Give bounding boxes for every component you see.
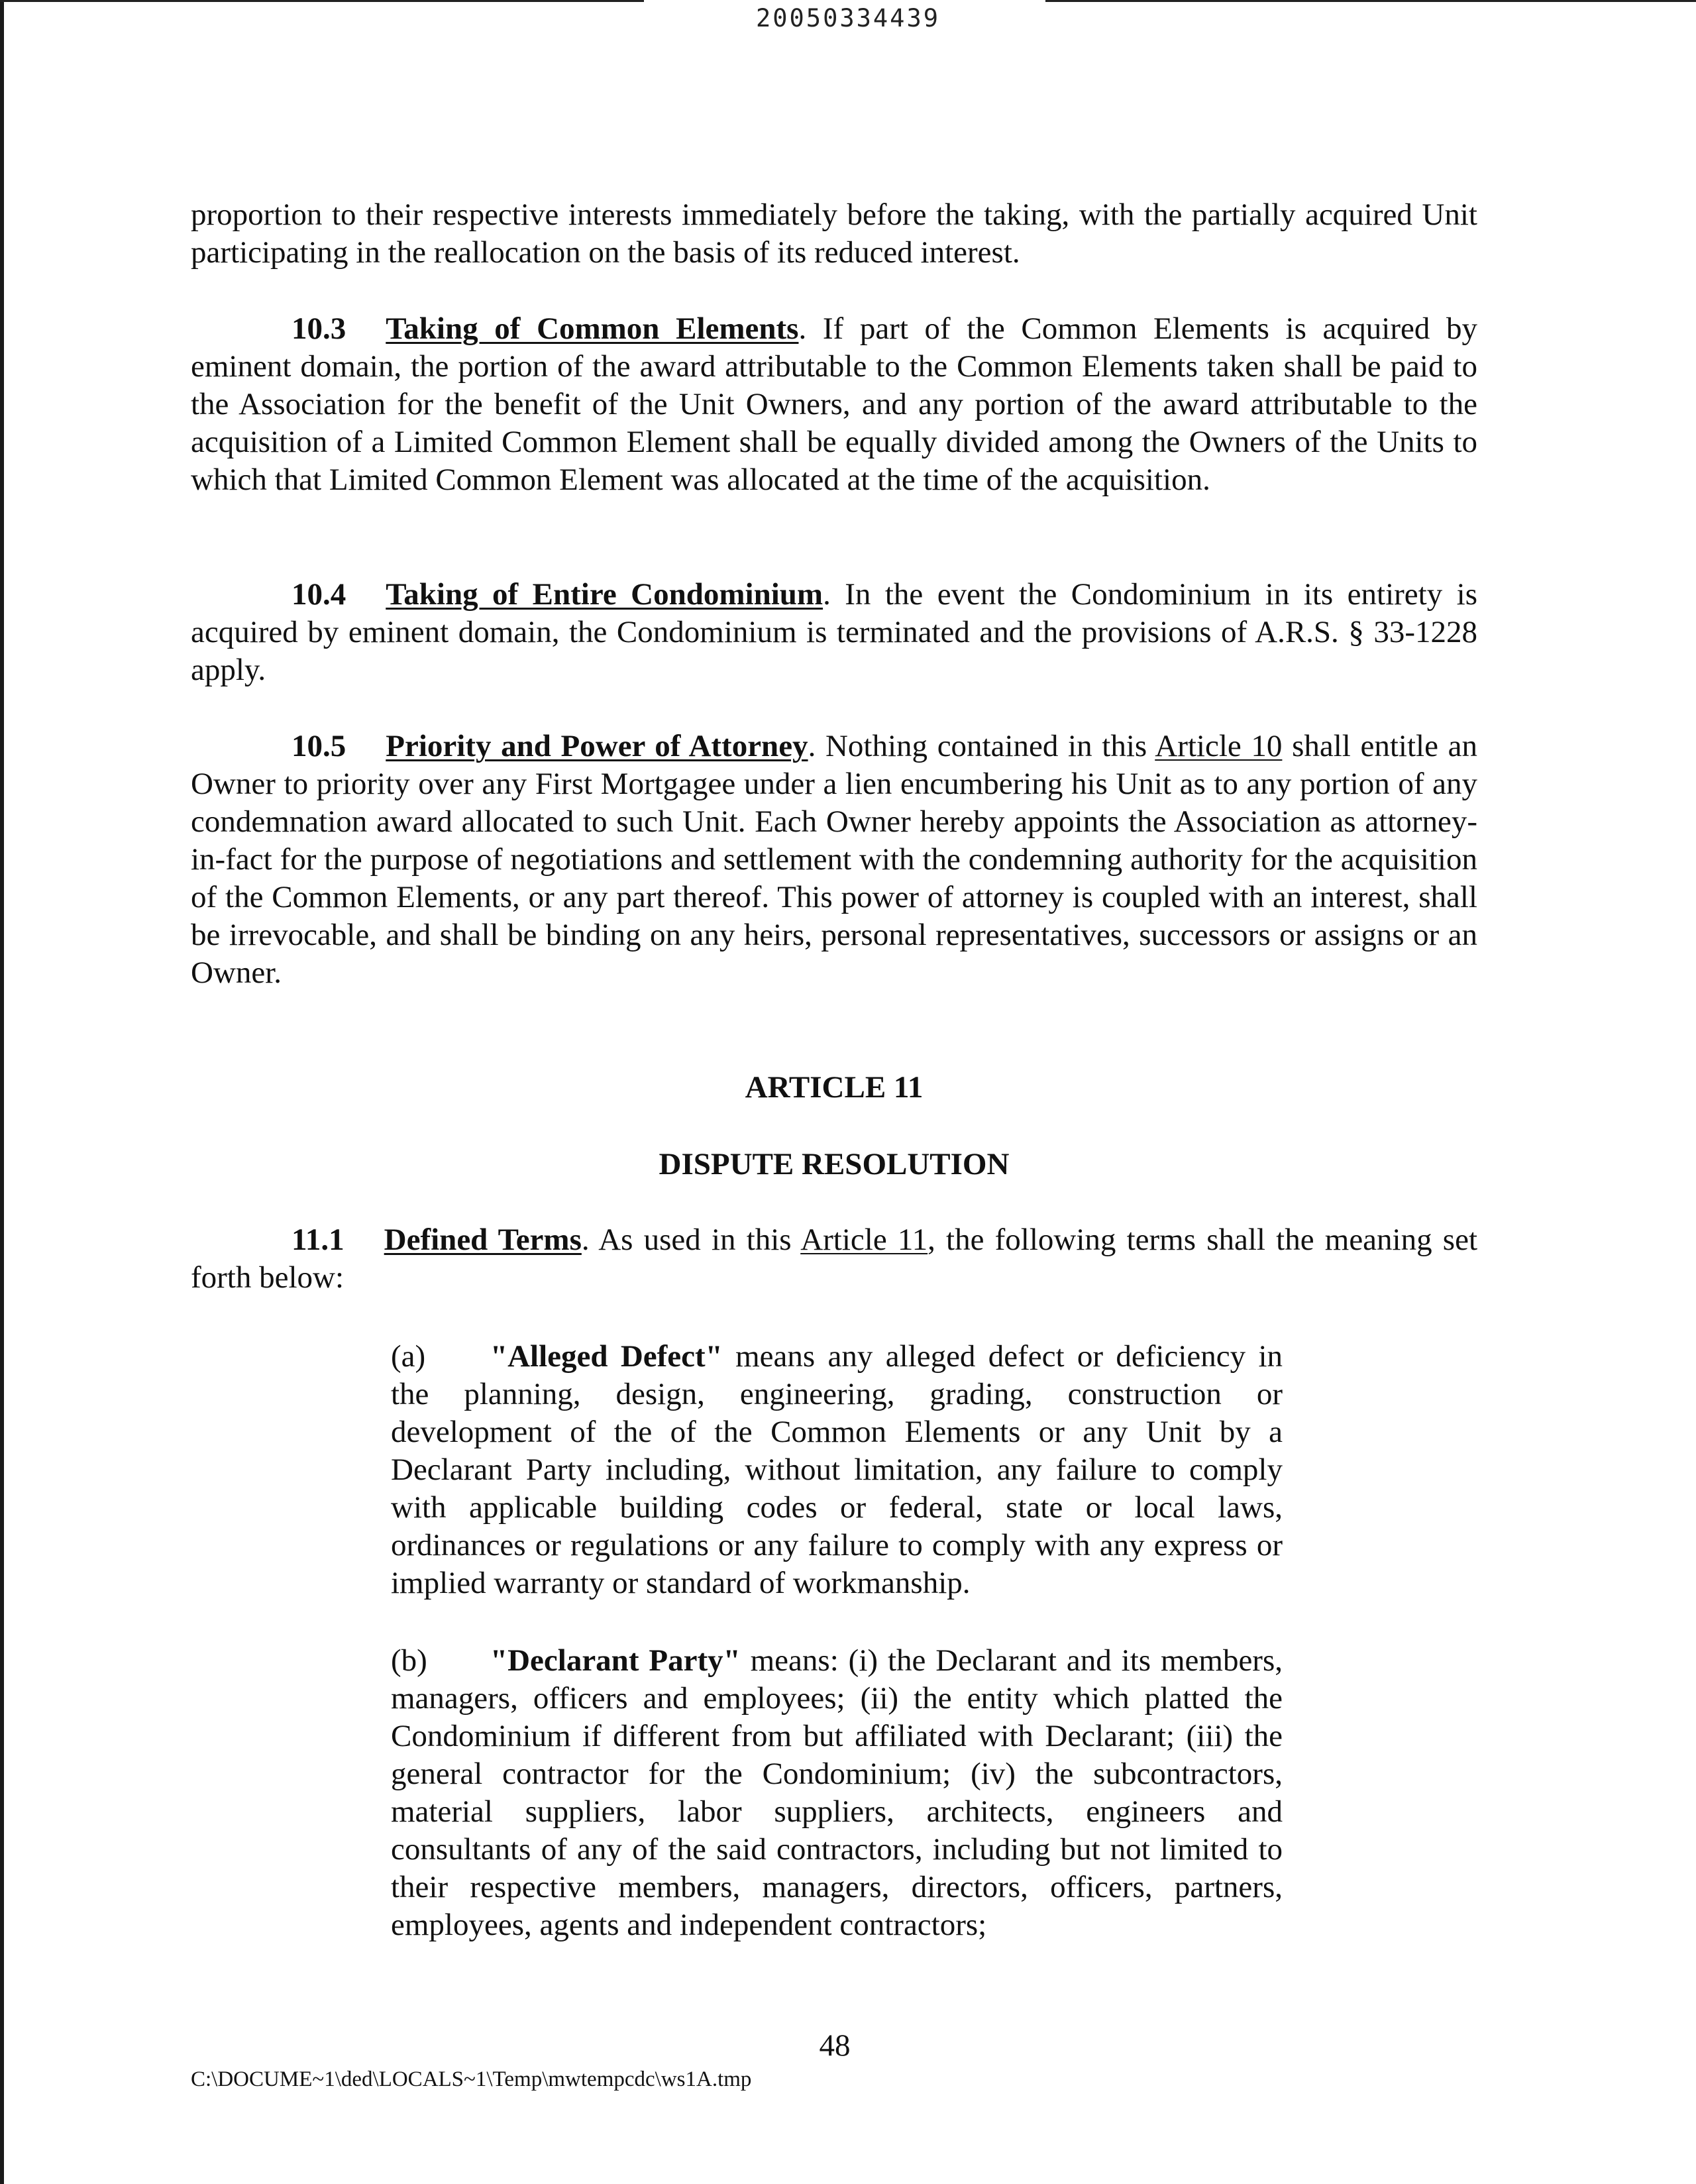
article-heading: ARTICLE 11: [745, 1070, 924, 1105]
section-title: Priority and Power of Attorney: [386, 729, 808, 763]
article-title: DISPUTE RESOLUTION: [659, 1147, 1010, 1181]
section-10-4: [191, 576, 1477, 689]
definition-marker: (b): [391, 1643, 427, 1678]
page-number: 48: [819, 2028, 851, 2063]
section-11-1: [191, 1221, 1477, 1297]
section-text: shall entitle an Owner to priority over any First Mortgagee under a lien encumbering his Unit as to any portion of any condemnation award allocated to such Unit. Each Owner hereby appoints the Association as attorney-in-fact for the purpose of negotiations and settlement with the condemning authority for the acquisition of the Common Elements, or any part thereof. This power of attorney is coupled with an interest, shall be irrevocable, and shall be binding on any heirs, personal representatives, successors or assigns or an Owner.: [191, 729, 1477, 990]
section-number: 10.4: [292, 577, 346, 612]
section-text: . In the event the Condominium in its entirety is acquired by eminent domain, the Condominium is terminated and the provisions of A.R.S. § 33-1228 apply.: [191, 577, 1477, 687]
definition-alleged-defect: [391, 1338, 1283, 1602]
scan-left-edge: [0, 0, 4, 2184]
section-title: Taking of Entire Condominium: [386, 577, 823, 612]
section-number: 10.3: [292, 311, 346, 346]
definition-text: means any alleged defect or deficiency in the planning, design, engineering, grading, construction or development of the of the Common Elements or any Unit by a Declarant Party including, without limitation, any failure to comply with applicable building codes or federal, state or local laws, ordinances or regulations or any failure to comply with any express or implied warranty or standard of workmanship.: [391, 1339, 1283, 1600]
header-rule-left: [0, 0, 644, 2]
document-number: 20050334439: [755, 4, 941, 32]
definition-marker: (a): [391, 1339, 426, 1374]
section-10-3: [191, 310, 1477, 499]
paragraph-continuation: proportion to their respective interests immediately before the taking, with the partially acquired Unit participating in the reallocation on the basis of its reduced interest.: [191, 197, 1477, 270]
definition-term: "Declarant Party": [490, 1643, 741, 1678]
article-reference: Article 10: [1155, 729, 1283, 763]
definition-text: means: (i) the Declarant and its members, managers, officers and employees; (ii) the entity which platted the Condominium if different from but affiliated with Declarant; (iii) the general contractor for the Condominium; (iv) the subcontractors, material suppliers, labor suppliers, architects, engineers and consultants of any of the said contractors, including but not limited to their respective members, managers, directors, officers, partners, employees, agents and independent contractors;: [391, 1643, 1283, 1942]
section-10-5: [191, 728, 1477, 992]
section-text: , the following terms shall the meaning set forth below:: [191, 1223, 1477, 1295]
definition-term: "Alleged Defect": [490, 1339, 723, 1374]
definition-declarant-party: [391, 1642, 1283, 1944]
section-text: . If part of the Common Elements is acquired by eminent domain, the portion of the award attributable to the Common Elements taken shall be paid to the Association for the benefit of the Unit Owners, and any portion of the award attributable to the acquisition of a Limited Common Element shall be equally divided among the Owners of the Units to which that Limited Common Element was allocated at the time of the acquisition.: [191, 311, 1477, 497]
footer-file-path: C:\DOCUME~1\ded\LOCALS~1\Temp\mwtempcdc\ws1A.tmp: [191, 2067, 752, 2091]
section-text: . Nothing contained in this: [808, 729, 1155, 763]
article-reference: Article 11: [800, 1223, 928, 1257]
section-number: 10.5: [292, 729, 346, 763]
section-number: 11.1: [292, 1223, 344, 1257]
section-text: . As used in this: [581, 1223, 801, 1257]
header-rule-right: [1045, 0, 1696, 2]
section-title: Defined Terms: [384, 1223, 582, 1257]
section-title: Taking of Common Elements: [386, 311, 799, 346]
